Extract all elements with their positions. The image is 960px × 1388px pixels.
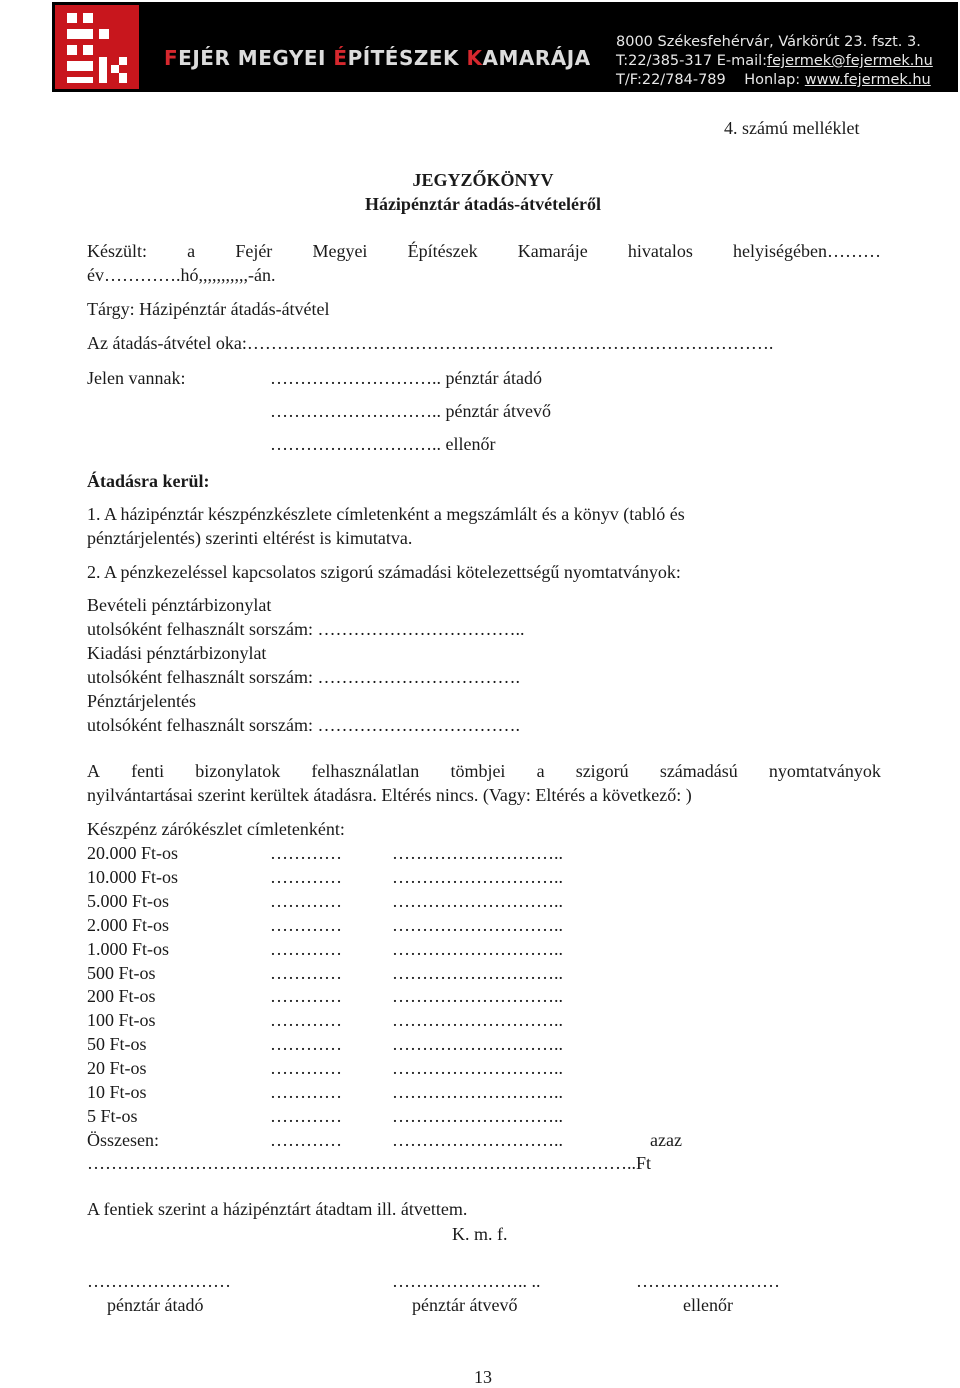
azaz-label: azaz bbox=[650, 1129, 682, 1150]
denomination-amount-dots: ……………………….. bbox=[392, 962, 563, 983]
denomination-amount-dots: ……………………….. bbox=[392, 1034, 563, 1055]
denomination-label: 2.000 Ft-os bbox=[87, 914, 170, 935]
signature-label-handover: pénztár átadó bbox=[107, 1295, 204, 1315]
denomination-amount-dots: ……………………….. bbox=[392, 914, 563, 935]
denomination-label: 5 Ft-os bbox=[87, 1105, 138, 1126]
form-receipt-title: Bevételi pénztárbizonylat bbox=[87, 595, 272, 615]
denomination-label: 10.000 Ft-os bbox=[87, 866, 179, 887]
item-2: 2. A pénzkezeléssel kapcsolatos szigorú számadási kötelezettségű nyomtatványok: bbox=[87, 562, 681, 582]
contact-line-fax: T/F:22/784-789 Honlap: www.fejermek.hu bbox=[616, 72, 931, 88]
denomination-count-dots: ………… bbox=[270, 866, 342, 887]
denomination-count-dots: ………… bbox=[270, 890, 342, 911]
address: 8000 Székesfehérvár, Várkörút 23. fszt. 3. bbox=[616, 34, 921, 50]
total-amount-line: ………………………………………………………………………………..Ft bbox=[87, 1153, 652, 1173]
denomination-amount-dots: ……………………….. bbox=[392, 890, 563, 911]
present-controller: ……………………….. ellenőr bbox=[270, 434, 496, 454]
item-1-line-1: 1. A házipénztár készpénzkészlete címletenként a megszámlált és a könyv (tabló és bbox=[87, 504, 685, 524]
present-cashier-handover: ……………………….. pénztár átadó bbox=[270, 368, 542, 388]
kmf-label: K. m. f. bbox=[452, 1224, 508, 1244]
paragraph-line-1: A fenti bizonylatok felhasználatlan tömbjei a szigorú számadású nyomtatványok bbox=[87, 761, 881, 781]
chamber-logo bbox=[55, 5, 139, 89]
document-subtitle: Házipénztár átadás-átvételéről bbox=[364, 194, 602, 214]
denomination-amount-dots: ……………………….. bbox=[392, 843, 563, 863]
present-cashier-receiver: ……………………….. pénztár átvevő bbox=[270, 401, 551, 421]
denomination-amount-dots: ……………………….. bbox=[392, 938, 563, 959]
form-report-title: Pénztárjelentés bbox=[87, 691, 196, 711]
appendix-label: 4. számú melléklet bbox=[724, 118, 860, 138]
item-1-line-2: pénztárjelentés) szerinti eltérést is kimutatva. bbox=[87, 528, 413, 548]
form-receipt-serial: utolsóként felhasznált sorszám: …………………………….. bbox=[87, 619, 525, 639]
denomination-count-dots: ………… bbox=[270, 962, 342, 983]
signature-line-handover: …………………… bbox=[87, 1271, 231, 1291]
handover-label: Átadásra kerül: bbox=[87, 471, 210, 491]
form-payment-serial: utolsóként felhasznált sorszám: ……………………………. bbox=[87, 667, 520, 687]
denomination-count-dots: ………… bbox=[270, 1129, 342, 1150]
paragraph-line-2: nyilvántartásai szerint kerültek átadásra. Eltérés nincs. (Vagy: Eltérés a következő: ) bbox=[87, 785, 692, 805]
denomination-label: 100 Ft-os bbox=[87, 1010, 156, 1031]
denomination-label: 1.000 Ft-os bbox=[87, 938, 170, 959]
contact-line-phone: T:22/385-317 E-mail:fejermek@fejermek.hu bbox=[616, 53, 933, 69]
signature-line-controller: …………………… bbox=[636, 1271, 780, 1291]
signature-label-controller: ellenőr bbox=[683, 1295, 733, 1315]
denomination-amount-dots: ……………………….. bbox=[392, 1058, 563, 1079]
denomination-count-dots: ………… bbox=[270, 986, 342, 1007]
denomination-count-dots: ………… bbox=[270, 1034, 342, 1055]
denomination-label: 200 Ft-os bbox=[87, 986, 156, 1007]
form-report-serial: utolsóként felhasznált sorszám: ……………………………. bbox=[87, 715, 520, 735]
form-payment-title: Kiadási pénztárbizonylat bbox=[87, 643, 267, 663]
subject-line: Tárgy: Házipénztár átadás-átvétel bbox=[87, 299, 330, 319]
denomination-label: 20 Ft-os bbox=[87, 1058, 147, 1079]
cash-title: Készpénz zárókészlet címletenként: bbox=[87, 819, 345, 839]
denomination-count-dots: ………… bbox=[270, 914, 342, 935]
page-number: 13 bbox=[474, 1367, 492, 1387]
denomination-count-dots: ………… bbox=[270, 938, 342, 959]
denomination-label: 5.000 Ft-os bbox=[87, 890, 170, 911]
letterhead bbox=[52, 2, 958, 92]
denomination-label: 20.000 Ft-os bbox=[87, 843, 179, 863]
denomination-label: 500 Ft-os bbox=[87, 962, 156, 983]
denomination-count-dots: ………… bbox=[270, 1105, 342, 1126]
signature-line-receiver: ………………….. .. bbox=[392, 1271, 541, 1291]
denomination-amount-dots: ……………………….. bbox=[392, 1010, 563, 1031]
present-label: Jelen vannak: bbox=[87, 368, 186, 388]
phone: T:22/385-317 bbox=[616, 53, 713, 69]
closing-statement: A fentiek szerint a házipénztárt átadtam ill. átvettem. bbox=[87, 1199, 468, 1219]
signature-label-receiver: pénztár átvevő bbox=[412, 1295, 518, 1315]
website-link[interactable]: www.fejermek.hu bbox=[804, 72, 931, 88]
denomination-count-dots: ………… bbox=[270, 1082, 342, 1102]
denomination-amount-dots: ……………………….. bbox=[392, 986, 563, 1007]
email-link[interactable]: fejermek@fejermek.hu bbox=[767, 53, 933, 69]
fax: T/F:22/784-789 bbox=[616, 72, 726, 88]
denomination-amount-dots: ……………………….. bbox=[392, 1105, 563, 1126]
date-line: év………….hó,,,,,,,,,,,-án. bbox=[87, 265, 276, 285]
reason-line: Az átadás-átvétel oka:……………………………………………………………………………. bbox=[87, 333, 774, 353]
denomination-count-dots: ………… bbox=[270, 843, 342, 863]
denomination-label: 50 Ft-os bbox=[87, 1034, 147, 1055]
denomination-amount-dots: ……………………….. bbox=[392, 866, 563, 887]
denomination-count-dots: ………… bbox=[270, 1010, 342, 1031]
denomination-count-dots: ………… bbox=[270, 1058, 342, 1079]
made-line: Készült: a Fejér Megyei Építészek Kamaráje hivatalos helyiségében……… bbox=[87, 241, 881, 261]
denomination-label: 10 Ft-os bbox=[87, 1082, 147, 1102]
denomination-label: Összesen: bbox=[87, 1129, 159, 1150]
denomination-amount-dots: ……………………….. bbox=[392, 1129, 563, 1150]
organization-name: FEJÉR MEGYEI ÉPÍTÉSZEK KAMARÁJA bbox=[164, 46, 591, 70]
denomination-amount-dots: ……………………….. bbox=[392, 1082, 563, 1102]
document-title: JEGYZŐKÖNYV bbox=[412, 170, 554, 190]
